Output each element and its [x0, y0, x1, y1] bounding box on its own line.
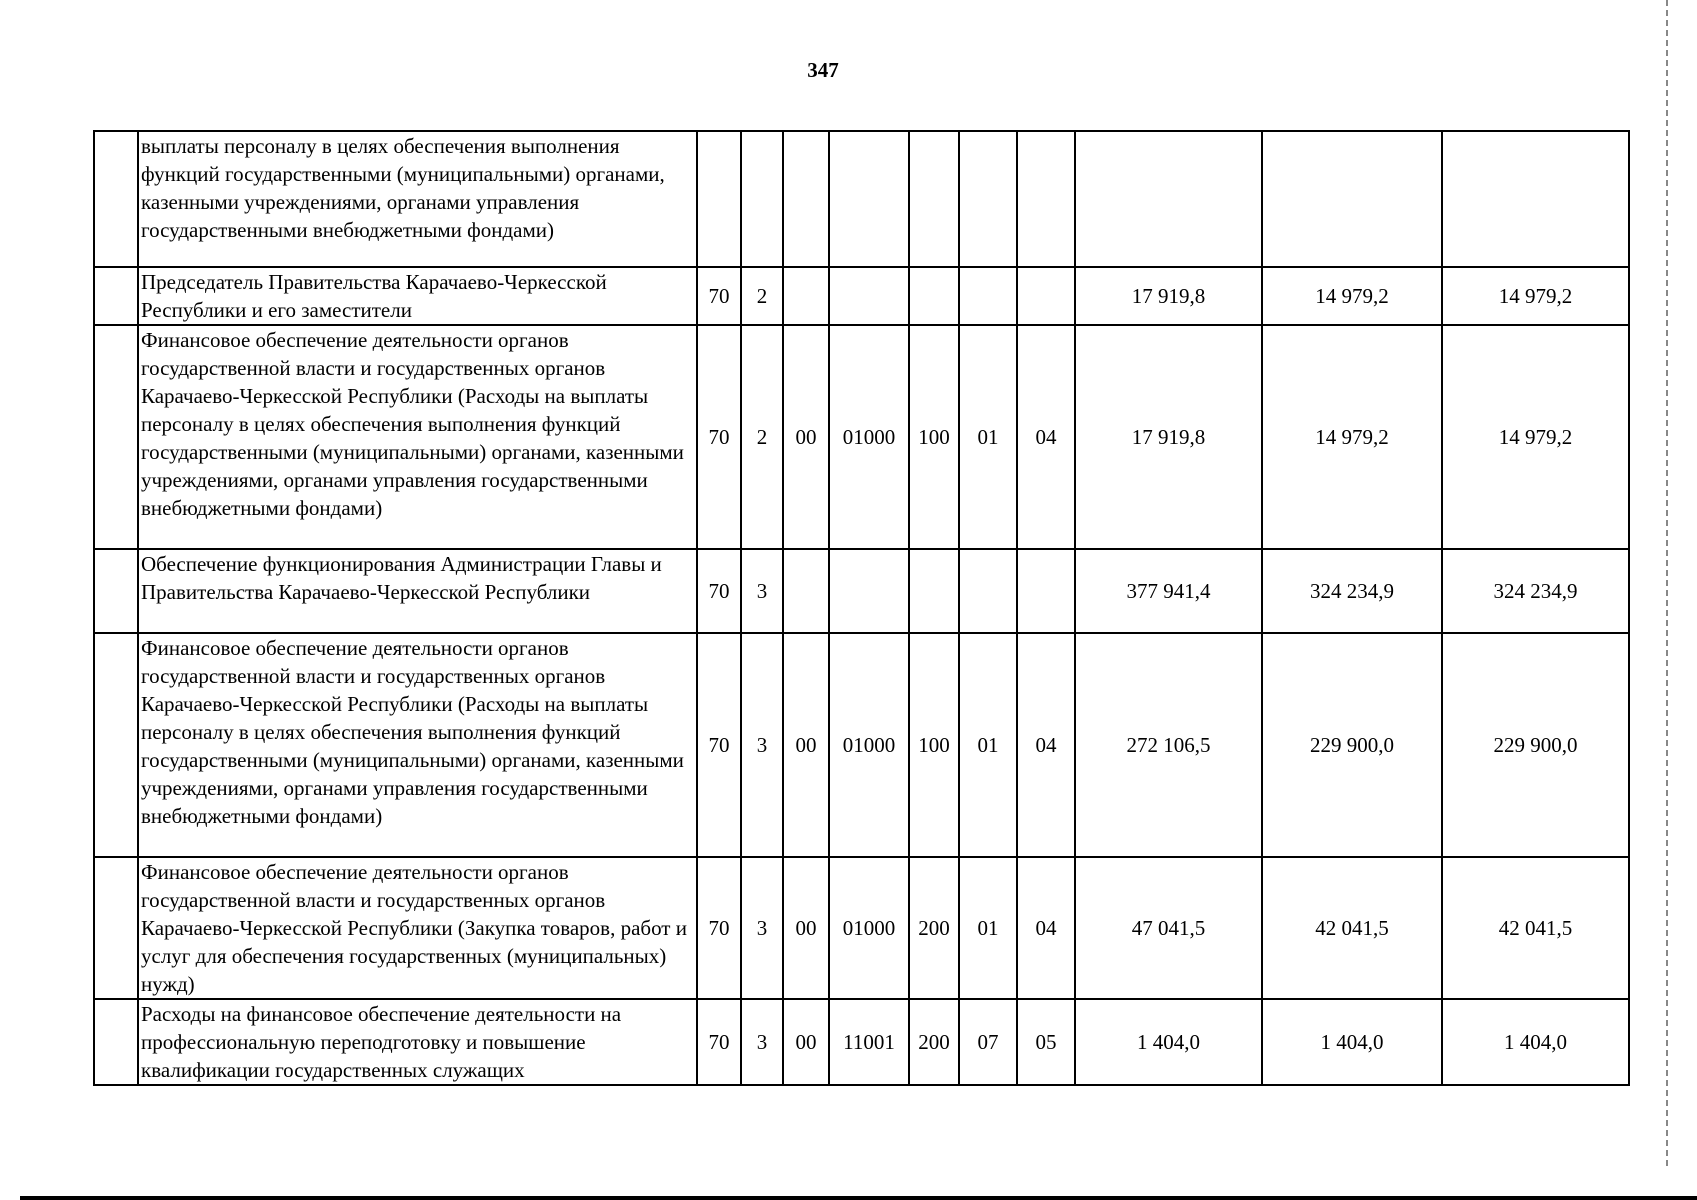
amount-year3-cell: 14 979,2: [1442, 325, 1629, 549]
amount-year1-cell: 17 919,8: [1075, 267, 1262, 325]
expense-name-cell: выплаты персоналу в целях обеспечения выполнения функций государственными (муниципальными) органами, казенными учреждениями, органами управления государственными внебюджетными фондами): [138, 131, 697, 267]
direction-code-cell: 00: [783, 999, 829, 1085]
table-row: [94, 857, 1629, 999]
section-cell: 01: [959, 857, 1017, 999]
expense-type-cell: [909, 267, 959, 325]
amount-year1-cell: 47 041,5: [1075, 857, 1262, 999]
direction-code-cell: 00: [783, 633, 829, 857]
expense-type-cell: 100: [909, 633, 959, 857]
row-number-cell: [94, 999, 138, 1085]
program-code-cell: [829, 549, 909, 633]
table-row: [94, 633, 1629, 857]
expense-type-cell: 100: [909, 325, 959, 549]
direction-code-cell: 00: [783, 325, 829, 549]
amount-year1-cell: 377 941,4: [1075, 549, 1262, 633]
subsection-cell: [1017, 267, 1075, 325]
subsection-cell: 05: [1017, 999, 1075, 1085]
amount-year2-cell: 14 979,2: [1262, 267, 1442, 325]
row-number-cell: [94, 857, 138, 999]
budget-table: [93, 130, 1630, 1086]
program-code-cell: 01000: [829, 633, 909, 857]
subsection-cell: [1017, 131, 1075, 267]
amount-year2-cell: [1262, 131, 1442, 267]
page-number: 347: [807, 58, 839, 82]
table-row: [94, 325, 1629, 549]
ministry-code-cell: 70: [697, 999, 741, 1085]
amount-year3-cell: 324 234,9: [1442, 549, 1629, 633]
bottom-rule: [20, 1196, 1697, 1200]
scan-edge-line: [1666, 0, 1668, 1170]
section-cell: 01: [959, 325, 1017, 549]
direction-code-cell: [783, 267, 829, 325]
subsection-cell: 04: [1017, 325, 1075, 549]
program-code-cell: 11001: [829, 999, 909, 1085]
ministry-code-cell: 70: [697, 857, 741, 999]
expense-type-cell: 200: [909, 857, 959, 999]
section-cell: [959, 549, 1017, 633]
ministry-code-cell: 70: [697, 633, 741, 857]
subprogram-code-cell: 2: [741, 325, 783, 549]
expense-name-cell: Председатель Правительства Карачаево-Черкесской Республики и его заместители: [138, 267, 697, 325]
ministry-code-cell: 70: [697, 325, 741, 549]
amount-year1-cell: 1 404,0: [1075, 999, 1262, 1085]
section-cell: [959, 267, 1017, 325]
row-number-cell: [94, 325, 138, 549]
row-number-cell: [94, 131, 138, 267]
subprogram-code-cell: [741, 131, 783, 267]
amount-year3-cell: 14 979,2: [1442, 267, 1629, 325]
amount-year1-cell: 17 919,8: [1075, 325, 1262, 549]
expense-name-cell: Финансовое обеспечение деятельности органов государственной власти и государственных органов Карачаево-Черкесской Республики (Расходы на выплаты персоналу в целях обеспечения выполнения функций государственными (муниципальными) органами, казенными учреждениями, органами управления государственными внебюджетными фондами): [138, 633, 697, 857]
program-code-cell: 01000: [829, 325, 909, 549]
subprogram-code-cell: 3: [741, 857, 783, 999]
table-row: [94, 267, 1629, 325]
expense-name-cell: Обеспечение функционирования Администрации Главы и Правительства Карачаево-Черкесской Республики: [138, 549, 697, 633]
subprogram-code-cell: 2: [741, 267, 783, 325]
table-row: [94, 549, 1629, 633]
amount-year2-cell: 1 404,0: [1262, 999, 1442, 1085]
table-row: [94, 131, 1629, 267]
subprogram-code-cell: 3: [741, 549, 783, 633]
expense-name-cell: Финансовое обеспечение деятельности органов государственной власти и государственных органов Карачаево-Черкесской Республики (Расходы на выплаты персоналу в целях обеспечения выполнения функций государственными (муниципальными) органами, казенными учреждениями, органами управления государственными внебюджетными фондами): [138, 325, 697, 549]
row-number-cell: [94, 267, 138, 325]
amount-year2-cell: 229 900,0: [1262, 633, 1442, 857]
row-number-cell: [94, 549, 138, 633]
direction-code-cell: [783, 131, 829, 267]
expense-type-cell: 200: [909, 999, 959, 1085]
amount-year2-cell: 42 041,5: [1262, 857, 1442, 999]
direction-code-cell: 00: [783, 857, 829, 999]
amount-year1-cell: 272 106,5: [1075, 633, 1262, 857]
expense-type-cell: [909, 131, 959, 267]
expense-type-cell: [909, 549, 959, 633]
table-row: [94, 999, 1629, 1085]
amount-year2-cell: 324 234,9: [1262, 549, 1442, 633]
subprogram-code-cell: 3: [741, 999, 783, 1085]
direction-code-cell: [783, 549, 829, 633]
row-number-cell: [94, 633, 138, 857]
program-code-cell: [829, 131, 909, 267]
subsection-cell: 04: [1017, 633, 1075, 857]
amount-year3-cell: 1 404,0: [1442, 999, 1629, 1085]
section-cell: 01: [959, 633, 1017, 857]
ministry-code-cell: 70: [697, 549, 741, 633]
program-code-cell: 01000: [829, 857, 909, 999]
ministry-code-cell: [697, 131, 741, 267]
section-cell: 07: [959, 999, 1017, 1085]
subsection-cell: 04: [1017, 857, 1075, 999]
section-cell: [959, 131, 1017, 267]
expense-name-cell: Расходы на финансовое обеспечение деятельности на профессиональную переподготовку и повышение квалификации государственных служащих: [138, 999, 697, 1085]
subsection-cell: [1017, 549, 1075, 633]
amount-year3-cell: 42 041,5: [1442, 857, 1629, 999]
ministry-code-cell: 70: [697, 267, 741, 325]
subprogram-code-cell: 3: [741, 633, 783, 857]
amount-year2-cell: 14 979,2: [1262, 325, 1442, 549]
program-code-cell: [829, 267, 909, 325]
amount-year3-cell: [1442, 131, 1629, 267]
expense-name-cell: Финансовое обеспечение деятельности органов государственной власти и государственных органов Карачаево-Черкесской Республики (Закупка товаров, работ и услуг для обеспечения государственных (муниципальных) нужд): [138, 857, 697, 999]
amount-year3-cell: 229 900,0: [1442, 633, 1629, 857]
amount-year1-cell: [1075, 131, 1262, 267]
